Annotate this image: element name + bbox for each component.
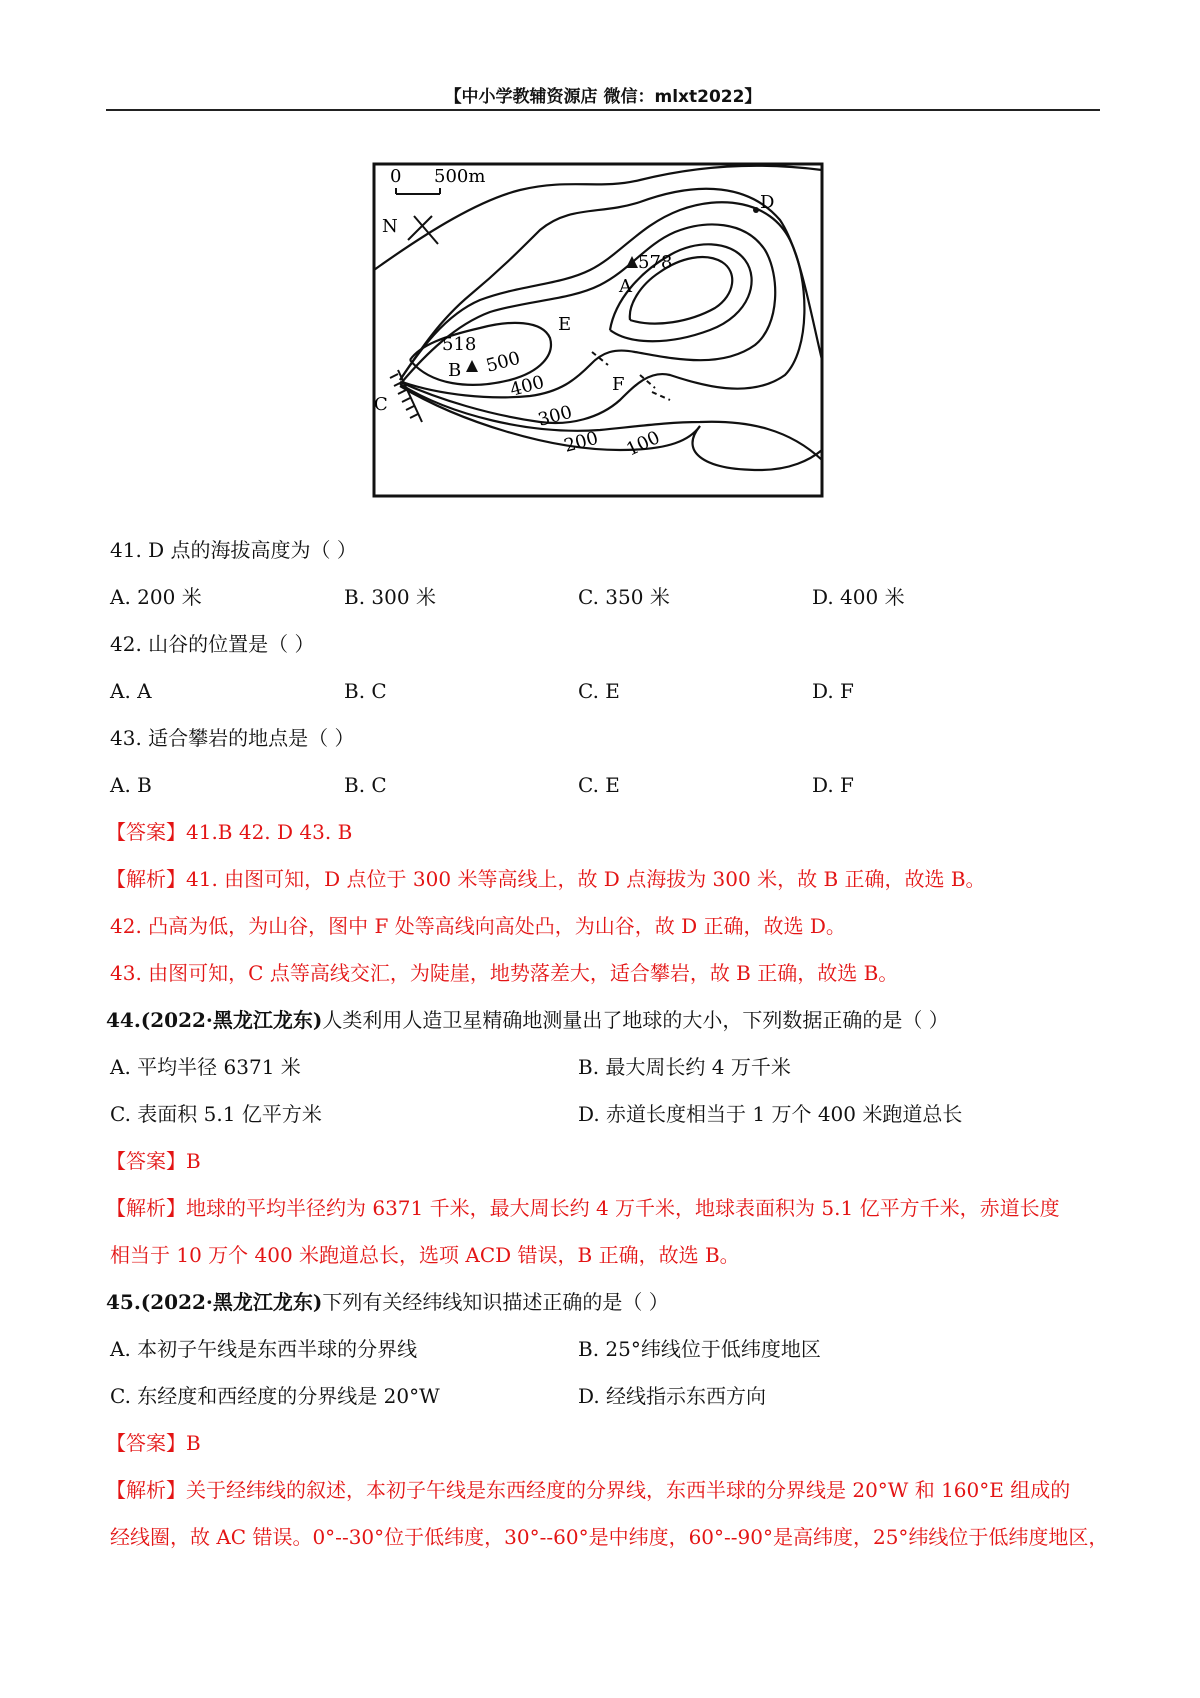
explanation-tag: 【解析】 (106, 1196, 186, 1220)
q42-option-d: D. F (812, 679, 854, 703)
explanation-41 (106, 866, 986, 892)
explanation-tag: 【解析】 (106, 1478, 186, 1502)
scale-text: 500m (434, 166, 486, 187)
explanation-45-line2: 经线圈，故 AC 错误。0°--30°位于低纬度，30°--60°是中纬度，60°--90°是高纬度，25°纬线位于低纬度地区， (110, 1525, 1109, 1549)
point-d: D (760, 192, 775, 213)
point-c: C (374, 394, 388, 415)
q42-stem: 42. 山谷的位置是（ ） (110, 632, 315, 656)
peak-a-elev: 578 (638, 252, 673, 273)
page-header: 【中小学教辅资源店 微信：mlxt2022】 (444, 87, 762, 107)
header-rule (106, 109, 1100, 111)
q44-text: 人类利用人造卫星精确地测量出了地球的大小，下列数据正确的是（ ） (322, 1008, 949, 1032)
explanation-42: 42. 凸高为低，为山谷，图中 F 处等高线向高处凸，为山谷，故 D 正确，故选 D。 (110, 914, 846, 938)
q42-option-b: B. C (344, 679, 387, 703)
label-300: 300 (535, 401, 575, 431)
q43-option-c: C. E (578, 773, 620, 797)
point-d-dot (753, 207, 759, 213)
q45-option-a: A. 本初子午线是东西半球的分界线 (110, 1337, 418, 1361)
peak-b-elev: 518 (442, 334, 477, 355)
q44-option-b: B. 最大周长约 4 万千米 (578, 1055, 791, 1079)
q44-stem (106, 1007, 949, 1033)
explanation-43: 43. 由图可知，C 点等高线交汇，为陡崖，地势落差大，适合攀岩，故 B 正确，故选 B。 (110, 961, 899, 985)
point-e: E (558, 314, 572, 335)
q43-stem: 43. 适合攀岩的地点是（ ） (110, 726, 355, 750)
explanation-45-line1 (106, 1477, 1070, 1503)
answer-tag: 【答案】 (106, 1431, 186, 1455)
explanation-44-line2: 相当于 10 万个 400 米跑道总长，选项 ACD 错误，B 正确，故选 B。 (110, 1243, 740, 1267)
answer-44 (106, 1148, 201, 1174)
label-500: 500 (483, 347, 523, 377)
explanation-44-line1 (106, 1195, 1060, 1221)
explanation-tag: 【解析】 (106, 867, 186, 891)
q43-option-d: D. F (812, 773, 854, 797)
answer-tag: 【答案】 (106, 820, 186, 844)
q42-option-c: C. E (578, 679, 620, 703)
q45-number: 45.(2022·黑龙江龙东) (106, 1290, 323, 1314)
answer-45 (106, 1430, 201, 1456)
answer-text: B (186, 1431, 201, 1455)
label-100: 100 (623, 426, 664, 461)
peak-b-label: B (448, 360, 462, 381)
q44-option-d: D. 赤道长度相当于 1 万个 400 米跑道总长 (578, 1102, 963, 1126)
q44-option-c: C. 表面积 5.1 亿平方米 (110, 1102, 322, 1126)
label-200: 200 (561, 427, 601, 457)
q41-option-a: A. 200 米 (110, 585, 202, 609)
peak-a-label: A (619, 276, 632, 297)
q44-option-a: A. 平均半径 6371 米 (110, 1055, 301, 1079)
q45-stem (106, 1289, 669, 1315)
q45-option-c: C. 东经度和西经度的分界线是 20°W (110, 1384, 440, 1408)
explanation-text: 41. 由图可知，D 点位于 300 米等高线上，故 D 点海拔为 300 米，故 B 正确，故选 B。 (186, 867, 986, 891)
q42-option-a: A. A (110, 679, 152, 703)
contour-map (370, 160, 826, 500)
label-400: 400 (507, 371, 547, 401)
q43-option-b: B. C (344, 773, 387, 797)
q41-option-b: B. 300 米 (344, 585, 436, 609)
explanation-text: 地球的平均半径约为 6371 千米，最大周长约 4 万千米，地球表面积为 5.1 亿平方千米，赤道长度 (186, 1196, 1060, 1220)
q41-option-c: C. 350 米 (578, 585, 670, 609)
answer-text: B (186, 1149, 201, 1173)
explanation-text: 关于经纬线的叙述，本初子午线是东西经度的分界线，东西半球的分界线是 20°W 和 160°E 组成的 (186, 1478, 1071, 1502)
answer-41-43 (106, 819, 352, 845)
q44-number: 44.(2022·黑龙江龙东) (106, 1008, 323, 1032)
q43-option-a: A. B (110, 773, 152, 797)
q45-text: 下列有关经纬线知识描述正确的是（ ） (322, 1290, 669, 1314)
north-label: N (382, 216, 398, 237)
q41-option-d: D. 400 米 (812, 585, 905, 609)
q41-stem: 41. D 点的海拔高度为（ ） (110, 538, 357, 562)
answer-tag: 【答案】 (106, 1149, 186, 1173)
point-f: F (612, 374, 625, 395)
answer-text: 41.B 42. D 43. B (186, 820, 353, 844)
q45-option-b: B. 25°纬线位于低纬度地区 (578, 1337, 821, 1361)
q45-option-d: D. 经线指示东西方向 (578, 1384, 767, 1408)
scale-zero: 0 (390, 166, 402, 187)
